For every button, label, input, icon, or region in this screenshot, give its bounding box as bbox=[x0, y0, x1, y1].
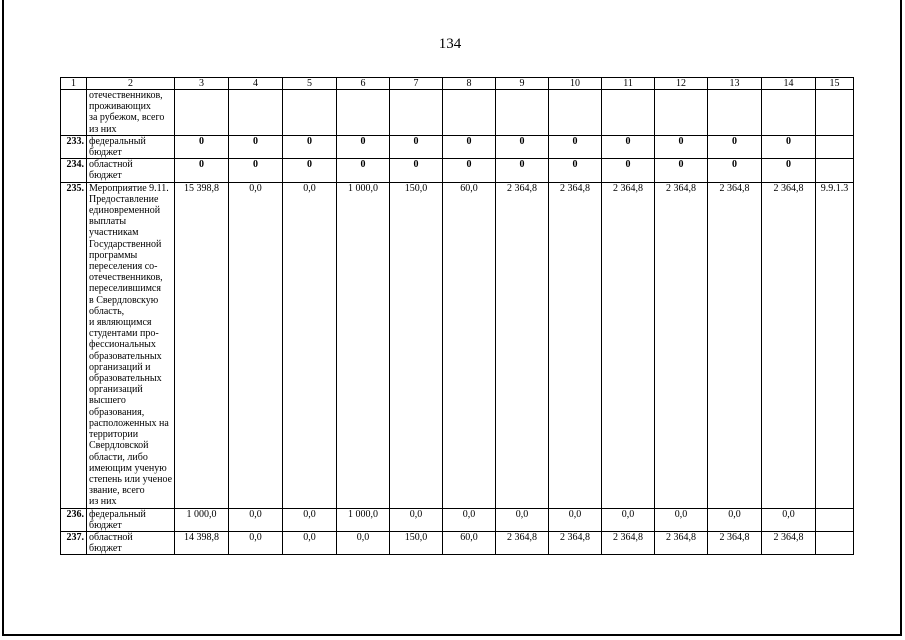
value-cell: 2 364,8 bbox=[762, 182, 816, 508]
row-name bbox=[87, 508, 175, 531]
value-cell bbox=[443, 90, 496, 136]
row-name-line: участникам bbox=[89, 227, 139, 239]
value-cell: 0 bbox=[283, 159, 337, 182]
value-cell: 0,0 bbox=[283, 508, 337, 531]
value-cell: 0,0 bbox=[762, 508, 816, 531]
target-code: 9.9.1.3 bbox=[816, 182, 854, 508]
header-cell: 4 bbox=[229, 78, 283, 90]
value-cell bbox=[390, 90, 443, 136]
value-cell: 0,0 bbox=[283, 182, 337, 508]
value-cell bbox=[229, 90, 283, 136]
row-name-line: бюджет bbox=[89, 170, 122, 182]
budget-table bbox=[60, 77, 854, 555]
value-cell: 0,0 bbox=[283, 531, 337, 554]
value-cell bbox=[549, 90, 602, 136]
row-name-line: Свердловской bbox=[89, 440, 149, 452]
value-cell: 0 bbox=[337, 135, 390, 158]
value-cell: 0,0 bbox=[443, 508, 496, 531]
value-cell: 0,0 bbox=[708, 508, 762, 531]
row-name-line: организаций и bbox=[89, 361, 151, 373]
value-cell: 14 398,8 bbox=[175, 531, 229, 554]
target-code bbox=[816, 508, 854, 531]
value-cell: 0 bbox=[762, 159, 816, 182]
value-cell: 0 bbox=[602, 135, 655, 158]
value-cell: 2 364,8 bbox=[549, 182, 602, 508]
row-number: 237. bbox=[61, 531, 87, 554]
value-cell: 2 364,8 bbox=[496, 182, 549, 508]
value-cell: 0 bbox=[337, 159, 390, 182]
value-cell: 0,0 bbox=[337, 531, 390, 554]
value-cell: 1 000,0 bbox=[175, 508, 229, 531]
value-cell: 0 bbox=[229, 159, 283, 182]
row-name-line: в Свердловскую bbox=[89, 294, 159, 306]
value-cell: 0 bbox=[390, 159, 443, 182]
target-code bbox=[816, 90, 854, 136]
value-cell: 0,0 bbox=[229, 182, 283, 508]
row-name-line: из них bbox=[89, 123, 117, 135]
row-name-line: единовременной bbox=[89, 205, 161, 217]
row-name-line: федеральный bbox=[89, 508, 146, 520]
row-number: 234. bbox=[61, 159, 87, 182]
row-name-line: территории bbox=[89, 429, 139, 441]
table-row bbox=[61, 531, 854, 554]
row-name-line: Мероприятие 9.11. bbox=[89, 182, 169, 194]
table-row bbox=[61, 182, 854, 508]
header-cell: 13 bbox=[708, 78, 762, 90]
row-name bbox=[87, 531, 175, 554]
header-cell: 10 bbox=[549, 78, 602, 90]
value-cell: 0 bbox=[549, 159, 602, 182]
row-name bbox=[87, 159, 175, 182]
row-name-line: Предоставление bbox=[89, 193, 159, 205]
target-code bbox=[816, 135, 854, 158]
value-cell: 0,0 bbox=[655, 508, 708, 531]
value-cell: 0 bbox=[229, 135, 283, 158]
value-cell: 2 364,8 bbox=[655, 182, 708, 508]
value-cell: 2 364,8 bbox=[602, 531, 655, 554]
row-name-line: область, bbox=[89, 305, 125, 317]
header-cell: 1 bbox=[61, 78, 87, 90]
value-cell: 0 bbox=[443, 159, 496, 182]
row-name bbox=[87, 135, 175, 158]
row-number bbox=[61, 90, 87, 136]
row-number: 233. bbox=[61, 135, 87, 158]
table-row bbox=[61, 90, 854, 136]
value-cell: 0,0 bbox=[602, 508, 655, 531]
row-name-line: отечественников, bbox=[89, 272, 163, 284]
value-cell: 0 bbox=[496, 135, 549, 158]
row-name-line: за рубежом, всего bbox=[89, 112, 165, 124]
row-name-line: и являющимся bbox=[89, 317, 152, 329]
row-name-line: Государственной bbox=[89, 238, 162, 250]
value-cell: 2 364,8 bbox=[708, 531, 762, 554]
row-name-line: фессиональных bbox=[89, 339, 156, 351]
value-cell: 0 bbox=[762, 135, 816, 158]
row-name-line: образовательных bbox=[89, 350, 162, 362]
row-name bbox=[87, 182, 175, 508]
value-cell: 0 bbox=[602, 159, 655, 182]
value-cell: 1 000,0 bbox=[337, 182, 390, 508]
row-name-line: переселения со- bbox=[89, 261, 158, 273]
value-cell: 2 364,8 bbox=[708, 182, 762, 508]
header-cell: 6 bbox=[337, 78, 390, 90]
value-cell: 0 bbox=[175, 135, 229, 158]
value-cell: 150,0 bbox=[390, 531, 443, 554]
target-code bbox=[816, 159, 854, 182]
row-name-line: студентами про- bbox=[89, 328, 159, 340]
table-row bbox=[61, 508, 854, 531]
value-cell: 0 bbox=[390, 135, 443, 158]
value-cell bbox=[762, 90, 816, 136]
value-cell: 2 364,8 bbox=[602, 182, 655, 508]
value-cell: 60,0 bbox=[443, 182, 496, 508]
row-name-line: областной bbox=[89, 159, 133, 171]
value-cell: 150,0 bbox=[390, 182, 443, 508]
value-cell: 0 bbox=[443, 135, 496, 158]
target-code bbox=[816, 531, 854, 554]
value-cell: 0 bbox=[496, 159, 549, 182]
row-name-line: программы bbox=[89, 249, 138, 261]
header-cell: 7 bbox=[390, 78, 443, 90]
row-name-line: областной bbox=[89, 531, 133, 543]
row-number: 236. bbox=[61, 508, 87, 531]
table-row bbox=[61, 159, 854, 182]
value-cell: 1 000,0 bbox=[337, 508, 390, 531]
row-name bbox=[87, 90, 175, 136]
row-name-line: звание, всего bbox=[89, 485, 145, 497]
value-cell bbox=[337, 90, 390, 136]
value-cell: 0 bbox=[283, 135, 337, 158]
row-name-line: области, либо bbox=[89, 451, 148, 463]
row-number: 235. bbox=[61, 182, 87, 508]
value-cell: 60,0 bbox=[443, 531, 496, 554]
value-cell: 0,0 bbox=[496, 508, 549, 531]
value-cell: 15 398,8 bbox=[175, 182, 229, 508]
row-name-line: проживающих bbox=[89, 101, 151, 113]
row-name-line: расположенных на bbox=[89, 417, 169, 429]
value-cell: 0 bbox=[175, 159, 229, 182]
header-cell: 12 bbox=[655, 78, 708, 90]
row-name-line: имеющим ученую bbox=[89, 462, 167, 474]
value-cell: 2 364,8 bbox=[549, 531, 602, 554]
value-cell: 0 bbox=[708, 159, 762, 182]
value-cell bbox=[175, 90, 229, 136]
header-cell: 9 bbox=[496, 78, 549, 90]
value-cell: 2 364,8 bbox=[655, 531, 708, 554]
row-name-line: выплаты bbox=[89, 216, 127, 228]
value-cell: 0,0 bbox=[549, 508, 602, 531]
row-name-line: бюджет bbox=[89, 147, 122, 159]
row-name-line: бюджет bbox=[89, 519, 122, 531]
table-row bbox=[61, 135, 854, 158]
header-cell: 3 bbox=[175, 78, 229, 90]
value-cell: 0,0 bbox=[229, 531, 283, 554]
value-cell bbox=[283, 90, 337, 136]
value-cell bbox=[708, 90, 762, 136]
row-name-line: образования, bbox=[89, 406, 145, 418]
value-cell: 0 bbox=[655, 135, 708, 158]
header-cell: 14 bbox=[762, 78, 816, 90]
row-name-line: образовательных bbox=[89, 373, 162, 385]
row-name-line: бюджет bbox=[89, 543, 122, 555]
header-cell: 11 bbox=[602, 78, 655, 90]
value-cell: 0 bbox=[655, 159, 708, 182]
row-name-line: переселившимся bbox=[89, 283, 161, 295]
value-cell bbox=[602, 90, 655, 136]
row-name-line: из них bbox=[89, 496, 117, 508]
row-name-line: отечественников, bbox=[89, 90, 163, 101]
header-row bbox=[61, 78, 854, 90]
value-cell: 0 bbox=[708, 135, 762, 158]
row-name-line: федеральный bbox=[89, 135, 146, 147]
value-cell: 0,0 bbox=[390, 508, 443, 531]
value-cell: 0,0 bbox=[229, 508, 283, 531]
value-cell: 2 364,8 bbox=[496, 531, 549, 554]
row-name-line: организаций bbox=[89, 384, 143, 396]
value-cell bbox=[496, 90, 549, 136]
value-cell: 2 364,8 bbox=[762, 531, 816, 554]
header-cell: 15 bbox=[816, 78, 854, 90]
page-number: 134 bbox=[438, 36, 462, 52]
header-cell: 5 bbox=[283, 78, 337, 90]
header-cell: 2 bbox=[87, 78, 175, 90]
row-name-line: высшего bbox=[89, 395, 126, 407]
value-cell: 0 bbox=[549, 135, 602, 158]
header-cell: 8 bbox=[443, 78, 496, 90]
value-cell bbox=[655, 90, 708, 136]
row-name-line: степень или ученое bbox=[89, 473, 173, 485]
